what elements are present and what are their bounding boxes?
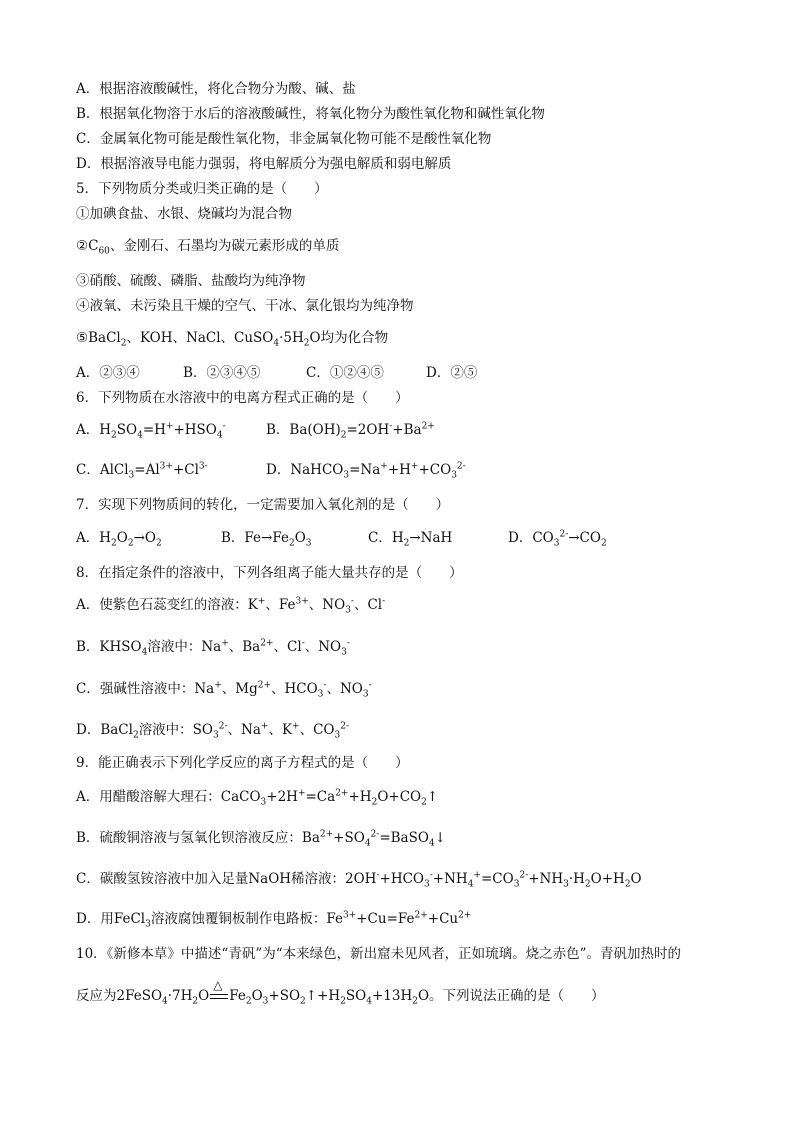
q9-option-b: B．硫酸铜溶液与氢氧化钡溶液反应：$Ba^{2+}+SO_4^{2-}=BaSO_4↓$ bbox=[76, 829, 446, 849]
q7-options bbox=[76, 529, 607, 547]
q7-option-c: C．$H_2\to NaH$ bbox=[368, 530, 453, 549]
q7-option-b: B．$Fe\to Fe_2O_3$ bbox=[221, 530, 312, 549]
q6-option-d: D．$NaHCO_3=Na^++H^++CO_3^{2-}$ bbox=[266, 461, 466, 481]
q7-option-d: D．$CO_3^{2-}\to CO_2$ bbox=[508, 529, 607, 549]
q9-option-c: C．碳酸氢铵溶液中加入足量NaOH稀溶液：$2OH^-+HCO_3^-+NH_4^+=CO_3^{2-}+NH_3\cdot H_2O+H_2O$ bbox=[76, 870, 642, 890]
heat-equals-sign bbox=[210, 977, 228, 1004]
q4-option-d: D．根据溶液导电能力强弱，将电解质分为强电解质和弱电解质 bbox=[76, 156, 452, 172]
q6-option-c: C．$AlCl_3=Al^{3+}+Cl^{3-}$ bbox=[76, 461, 208, 481]
q8-stem: 8．在指定条件的溶液中，下列各组离子能大量共存的是（ ） bbox=[76, 565, 463, 581]
q9-stem: 9．能正确表示下列化学反应的离子方程式的是（ ） bbox=[76, 755, 409, 771]
q4-option-b: B．根据氧化物溶于水后的溶液酸碱性，将氧化物分为酸性氧化物和碱性氧化物 bbox=[76, 106, 545, 122]
heat-triangle-icon: △ bbox=[213, 977, 223, 992]
q8-option-d: D．BaCl$_2$溶液中：$SO_3^{2-}$、Na+、K+、$CO_3^{2-}$ bbox=[76, 721, 350, 741]
q8-option-b: B．$KHSO_4$溶液中：Na+、$Ba^{2+}$、Cl-、$NO_3^-$ bbox=[76, 638, 350, 658]
q5-stem: 5．下列物质分类或归类正确的是（ ） bbox=[76, 181, 328, 197]
q8-option-a: A．使紫色石蕊变红的溶液：K+、$Fe^{3+}$、$NO_3^-$、Cl- bbox=[76, 596, 386, 616]
q9-option-d: D．用FeCl$_3$溶液腐蚀覆铜板制作电路板：$Fe^{3+}+Cu=Fe^{2+}+Cu^{2+}$ bbox=[76, 910, 472, 930]
q6-options-row-2 bbox=[76, 461, 466, 479]
q6-options-row-1 bbox=[76, 421, 435, 439]
q10-stem: 10．《新修本草》中描述“青矾”为“本来绿色，新出窟未见风者，正如琉璃。烧之赤色”。青矾加热时的 bbox=[76, 946, 682, 962]
q6-option-a: A．$H_2SO_4=H^++HSO_4^-$ bbox=[76, 421, 226, 441]
q5-statement-1: ①加碘食盐、水银、烧碱均为混合物 bbox=[76, 206, 292, 222]
q5-statement-2: $②C_{60}$、金刚石、石墨均为碳元素形成的单质 bbox=[76, 238, 340, 257]
q7-stem: 7．实现下列物质间的转化，一定需要加入氧化剂的是（ ） bbox=[76, 497, 450, 513]
q5-option-d: D．②⑤ bbox=[426, 365, 478, 381]
q5-option-b: B．②③④⑤ bbox=[183, 365, 261, 381]
q8-option-c: C．强碱性溶液中：Na+、$Mg^{2+}$、$HCO_3^-$、$NO_3^-$ bbox=[76, 680, 372, 700]
q5-statement-3: ③硝酸、硫酸、磷脂、盐酸均为纯净物 bbox=[76, 273, 306, 289]
q6-option-b: B．$Ba(OH)_2=2OH^-+Ba^{2+}$ bbox=[266, 421, 435, 441]
q10-equation-line: 反应为$2FeSO_4\cdot 7H_2O$ △ $Fe_2O_3+SO_2↑+H_2SO_4+13H_2O$。下列说法正确的是（ ） bbox=[76, 977, 605, 1007]
q5-option-a: A．②③④ bbox=[76, 365, 140, 381]
q5-statement-4: ④液氧、未污染且干燥的空气、干冰、氯化银均为纯净物 bbox=[76, 298, 414, 314]
q7-option-a: A．$H_2O_2\to O_2$ bbox=[76, 530, 162, 549]
q6-stem: 6．下列物质在水溶液中的电离方程式正确的是（ ） bbox=[76, 390, 409, 406]
q9-option-a: A．用醋酸溶解大理石：$CaCO_3+2H^+=Ca^{2+}+H_2O+CO_2↑$ bbox=[76, 788, 439, 808]
q4-option-a: A．根据溶液酸碱性，将化合物分为酸、碱、盐 bbox=[76, 81, 356, 97]
q5-options bbox=[76, 364, 477, 382]
q5-statement-5: ⑤BaCl$_2$、KOH、NaCl、$CuSO_4\cdot 5H_2O$均为化合物 bbox=[76, 330, 389, 349]
q5-option-c: C．①②④⑤ bbox=[306, 365, 384, 381]
q4-option-c: C．金属氧化物可能是酸性氧化物，非金属氧化物可能不是酸性氧化物 bbox=[76, 131, 492, 147]
